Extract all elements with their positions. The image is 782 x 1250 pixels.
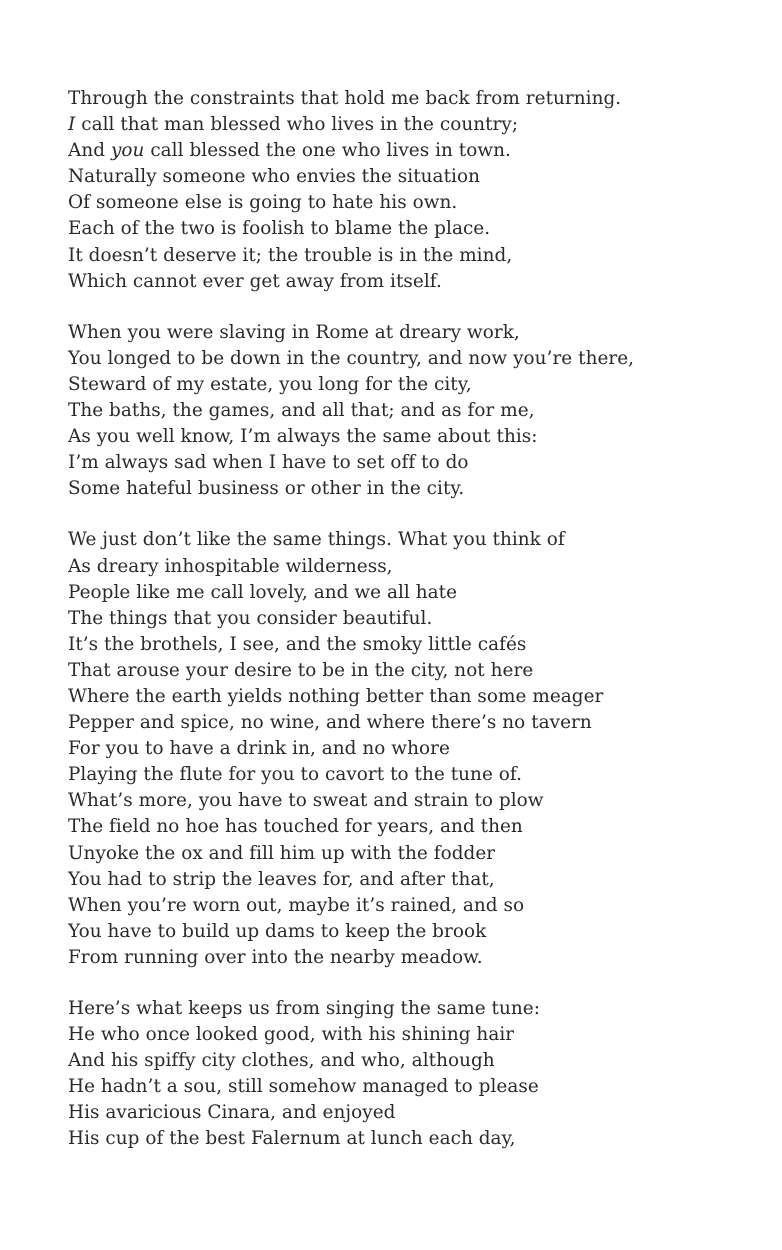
poem-line — [68, 1126, 768, 1152]
poem-line — [68, 138, 768, 164]
line-text: Here’s what keeps us from singing the same tune: — [68, 998, 540, 1019]
line-text: He who once looked good, with his shining hair — [68, 1024, 515, 1046]
line-text: I’m always sad when I have to set off to do — [68, 452, 469, 474]
poem-line — [68, 243, 768, 269]
poem-line — [68, 762, 768, 788]
line-text: When you’re worn out, maybe it’s rained, and so — [68, 894, 525, 916]
line-text: Through the constraints that hold me back from returning. — [68, 88, 622, 109]
poem-line — [68, 945, 768, 971]
line-text: As dreary inhospitable wilderness, — [68, 555, 393, 577]
poem-line — [68, 580, 768, 606]
line-text: Each of the two is foolish to blame the place. — [68, 218, 491, 240]
line-text: Steward of my estate, you long for the city, — [68, 373, 472, 395]
poem-line — [68, 86, 768, 112]
line-text: You had to strip the leaves for, and after that, — [68, 868, 495, 890]
line-text: His avaricious Cinara, and enjoyed — [68, 1102, 396, 1124]
poem-line — [68, 1074, 768, 1100]
stanza — [68, 86, 768, 295]
line-text: Which cannot ever get away from itself. — [68, 270, 442, 292]
line-text: He hadn’t a sou, still somehow managed to please — [68, 1076, 539, 1098]
line-text: When you were slaving in Rome at dreary work, — [68, 321, 520, 343]
line-text: Pepper and spice, no wine, and where there’s no tavern — [68, 712, 592, 734]
poem-line — [68, 216, 768, 242]
line-text: call blessed the one who lives in town. — [144, 140, 511, 162]
line-text: Playing the flute for you to cavort to the tune of. — [68, 764, 522, 786]
poem-line — [68, 867, 768, 893]
poem-line — [68, 606, 768, 632]
poem-line — [68, 684, 768, 710]
poem-line — [68, 658, 768, 684]
line-text: We just don’t like the same things. What you think of — [68, 529, 565, 551]
poem-line — [68, 112, 768, 138]
poem-line — [68, 190, 768, 216]
line-text: It doesn’t deserve it; the trouble is in the mind, — [68, 244, 513, 266]
poem-line — [68, 919, 768, 945]
italic-word: I — [68, 114, 76, 136]
stanza — [68, 320, 768, 503]
poem-line — [68, 450, 768, 476]
line-lead: And — [68, 140, 111, 162]
line-text: It’s the brothels, I see, and the smoky little cafés — [68, 633, 527, 655]
line-text: The field no hoe has touched for years, and then — [68, 816, 523, 838]
poem-line — [68, 424, 768, 450]
poem-line — [68, 527, 768, 553]
line-text: call that man blessed who lives in the country; — [75, 114, 519, 136]
poem-line — [68, 554, 768, 580]
line-text: And his spiffy city clothes, and who, although — [68, 1050, 495, 1072]
line-text: People like me call lovely, and we all hate — [68, 581, 458, 603]
line-text: Some hateful business or other in the city. — [68, 478, 465, 500]
poem-line — [68, 398, 768, 424]
line-text: Unyoke the ox and fill him up with the fodder — [68, 842, 496, 864]
line-text: What’s more, you have to sweat and strain to plow — [68, 790, 544, 812]
poem-line — [68, 164, 768, 190]
poem-line — [68, 841, 768, 867]
line-text: That arouse your desire to be in the city, not here — [68, 659, 534, 681]
poem-line — [68, 1100, 768, 1126]
poem-text — [68, 86, 768, 1178]
line-text: The things that you consider beautiful. — [68, 607, 433, 629]
line-text: From running over into the nearby meadow. — [68, 946, 483, 968]
poem-line — [68, 893, 768, 919]
line-text: His cup of the best Falernum at lunch each day, — [68, 1128, 516, 1150]
line-text: You have to build up dams to keep the brook — [68, 920, 487, 942]
poem-line — [68, 710, 768, 736]
stanza — [68, 996, 768, 1153]
poem-line — [68, 320, 768, 346]
poem-line — [68, 632, 768, 658]
stanza — [68, 527, 768, 971]
poem-line — [68, 346, 768, 372]
poem-line — [68, 1048, 768, 1074]
line-text: The baths, the games, and all that; and as for me, — [68, 400, 535, 422]
line-text: Of someone else is going to hate his own. — [68, 192, 458, 214]
italic-word: you — [110, 140, 145, 162]
poem-line — [68, 788, 768, 814]
poem-line — [68, 736, 768, 762]
line-text: Naturally someone who envies the situation — [68, 166, 480, 188]
line-text: Where the earth yields nothing better than some meager — [68, 685, 604, 707]
poem-line — [68, 814, 768, 840]
line-text: For you to have a drink in, and no whore — [68, 738, 450, 760]
poem-line — [68, 1022, 768, 1048]
poem-line — [68, 372, 768, 398]
line-text: You longed to be down in the country, and now you’re there, — [68, 347, 635, 369]
poem-line — [68, 269, 768, 295]
line-text: As you well know, I’m always the same about this: — [68, 426, 538, 448]
poem-line — [68, 476, 768, 502]
poem-line — [68, 996, 768, 1022]
